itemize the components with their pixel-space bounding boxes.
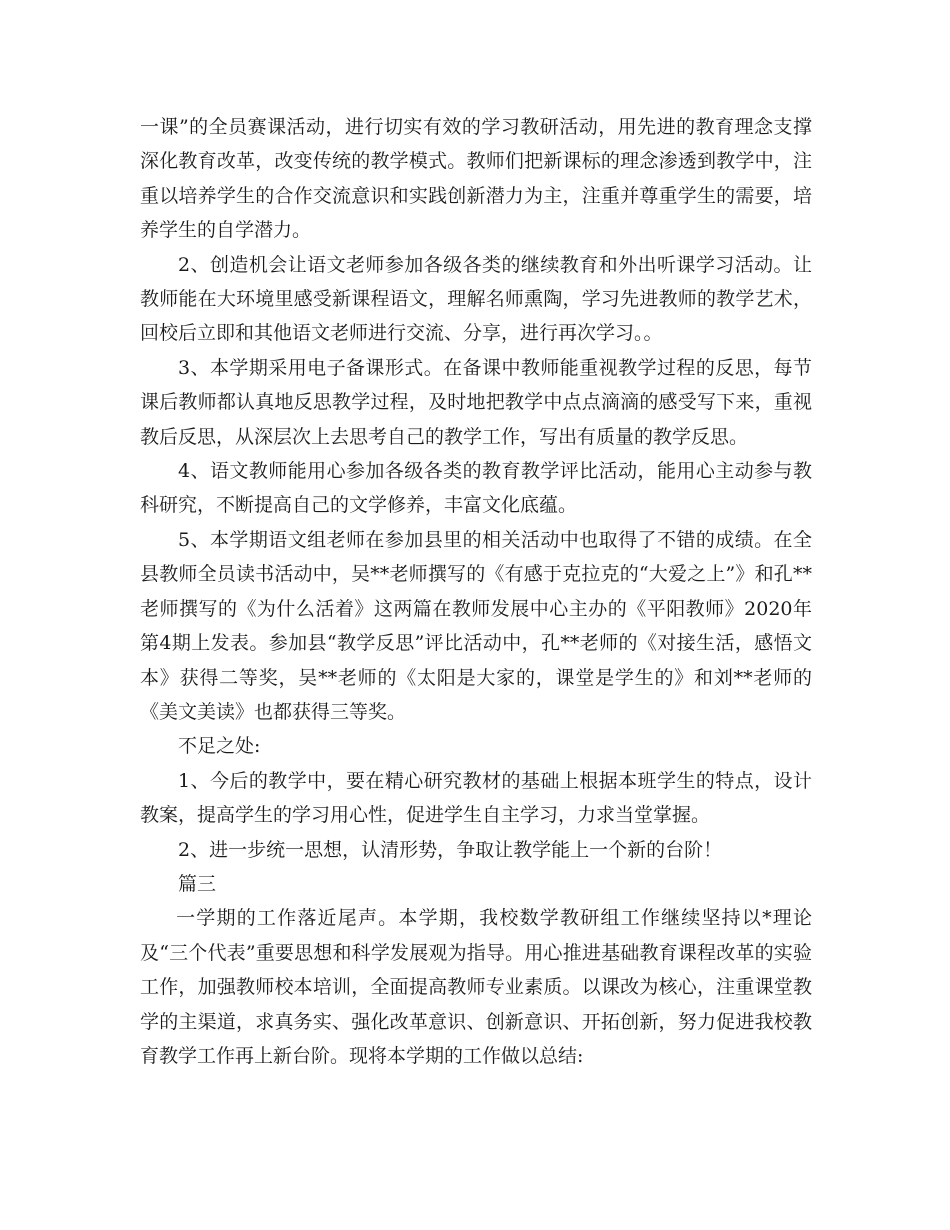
paragraph-shortcoming-1: 1、今后的教学中，要在精心研究教材的基础上根据本班学生的特点，设计教案，提高学生的学习用心性，促进学生自主学习，力求当堂掌握。	[140, 769, 812, 827]
paragraph-item-3-electronic-lesson-prep: 3、本学期采用电子备课形式。在备课中教师能重视教学过程的反思，每节课后教师都认真地反思教学过程，及时地把教学中点点滴滴的感受写下来，重视教后反思，从深层次上去思考自己的教学工作，写出有质量的教学反思。	[140, 356, 812, 448]
paragraph-item-4-competitions: 4、语文教师能用心参加各级各类的教育教学评比活动，能用心主动参与教科研究，不断提高自己的文学修养，丰富文化底蕴。	[140, 460, 812, 517]
paragraph-item-5-achievements: 5、本学期语文组老师在参加县里的相关活动中也取得了不错的成绩。在全县教师全员读书活动中，吴**老师撰写的《有感于克拉克的“大爱之上”》和孔**老师撰写的《为什么活着》这两篇在教师发展中心主办的《平阳教师》2020年第4期上发表。参加县“教学反思”评比活动中，孔**老师的《对接生活，感悟文本》获得二等奖，吴**老师的《太阳是大家的，课堂是学生的》和刘**老师的《美文美读》也都获得三等奖。	[140, 528, 812, 723]
paragraph-item-2-training: 2、创造机会让语文老师参加各级各类的继续教育和外出听课学习活动。让教师能在大环境里感受新课程语文，理解名师熏陶，学习先进教师的教学艺术，回校后立即和其他语文老师进行交流、分享，进行再次学习。。	[140, 253, 812, 345]
paragraph-continued-lesson-activities: 一课”的全员赛课活动，进行切实有效的学习教研活动，用先进的教育理念支撑深化教育改革，改变传统的教学模式。教师们把新课标的理念渗透到教学中，注重以培养学生的合作交流意识和实践创新潜力为主，注重并尊重学生的需要，培养学生的自学潜力。	[140, 116, 812, 242]
section-heading-shortcomings: 不足之处:	[178, 735, 261, 758]
section-heading-part-three: 篇三	[178, 872, 217, 895]
document-body	[140, 110, 812, 1073]
paragraph-shortcoming-2: 2、进一步统一思想，认清形势，争取让教学能上一个新的台阶！	[178, 838, 723, 861]
paragraph-math-group-summary: 一学期的工作落近尾声。本学期，我校数学教研组工作继续坚持以*理论及“三个代表”重要思想和科学发展观为指导。用心推进基础教育课程改革的实验工作，加强教师校本培训，全面提高教师专业素质。以课改为核心，注重课堂教学的主渠道，求真务实、强化改革意识、创新意识、开拓创新，努力促进我校教育教学工作再上新台阶。现将本学期的工作做以总结:	[140, 907, 812, 1067]
